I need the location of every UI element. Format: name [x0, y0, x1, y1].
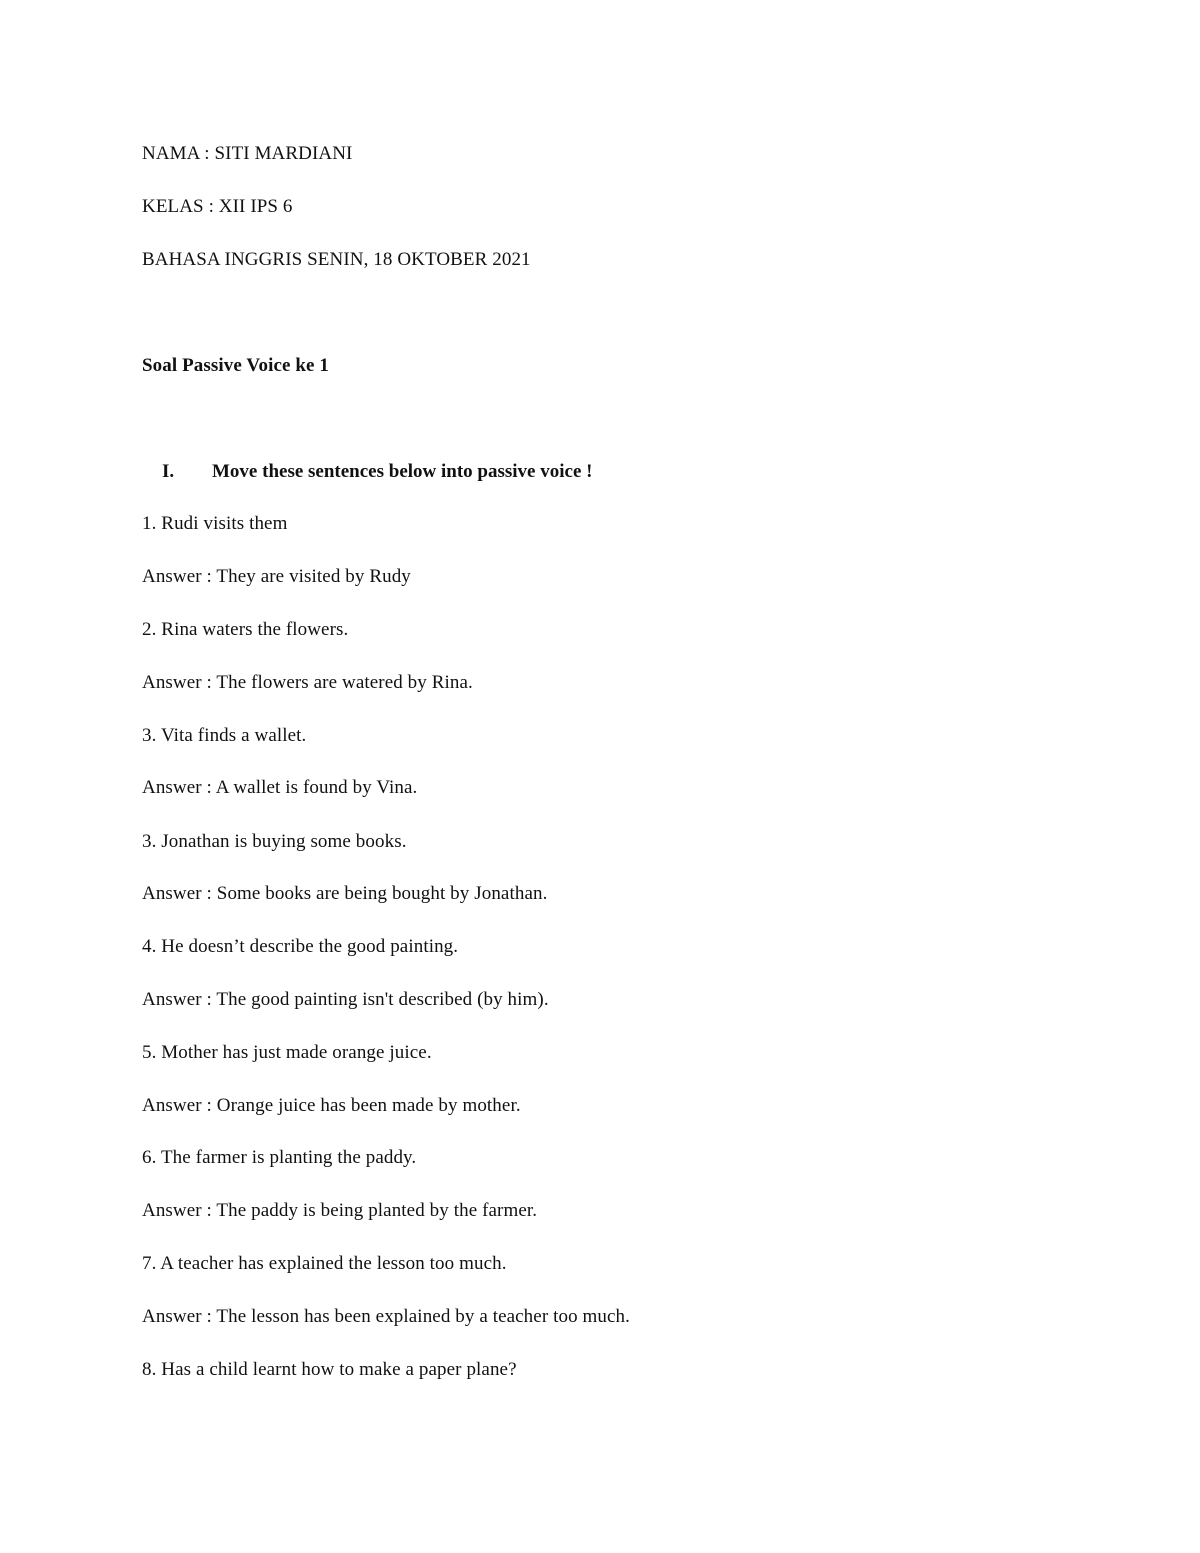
student-class: KELAS : XII IPS 6: [142, 196, 293, 217]
question-9: 8. Has a child learnt how to make a paper plane?: [142, 1359, 517, 1380]
instruction-number: I.: [162, 461, 175, 482]
answer-3: Answer : A wallet is found by Vina.: [142, 777, 418, 798]
question-8: 7. A teacher has explained the lesson too much.: [142, 1253, 507, 1274]
instruction-text: Move these sentences below into passive voice !: [212, 461, 593, 482]
answer-6: Answer : Orange juice has been made by mother.: [142, 1095, 521, 1116]
question-5: 4. He doesn’t describe the good painting.: [142, 936, 459, 957]
question-1: 1. Rudi visits them: [142, 513, 288, 534]
answer-5: Answer : The good painting isn't described (by him).: [142, 989, 549, 1010]
question-7: 6. The farmer is planting the paddy.: [142, 1147, 417, 1168]
answer-7: Answer : The paddy is being planted by the farmer.: [142, 1200, 538, 1221]
section-title: Soal Passive Voice ke 1: [142, 355, 330, 376]
question-3: 3. Vita finds a wallet.: [142, 725, 307, 746]
answer-1: Answer : They are visited by Rudy: [142, 566, 411, 587]
answer-4: Answer : Some books are being bought by Jonathan.: [142, 883, 548, 904]
student-name: NAMA : SITI MARDIANI: [142, 143, 353, 164]
question-6: 5. Mother has just made orange juice.: [142, 1042, 432, 1063]
question-2: 2. Rina waters the flowers.: [142, 619, 349, 640]
answer-8: Answer : The lesson has been explained by a teacher too much.: [142, 1306, 630, 1327]
subject-date: BAHASA INGGRIS SENIN, 18 OKTOBER 2021: [142, 249, 531, 270]
question-4: 3. Jonathan is buying some books.: [142, 831, 407, 852]
answer-2: Answer : The flowers are watered by Rina.: [142, 672, 473, 693]
